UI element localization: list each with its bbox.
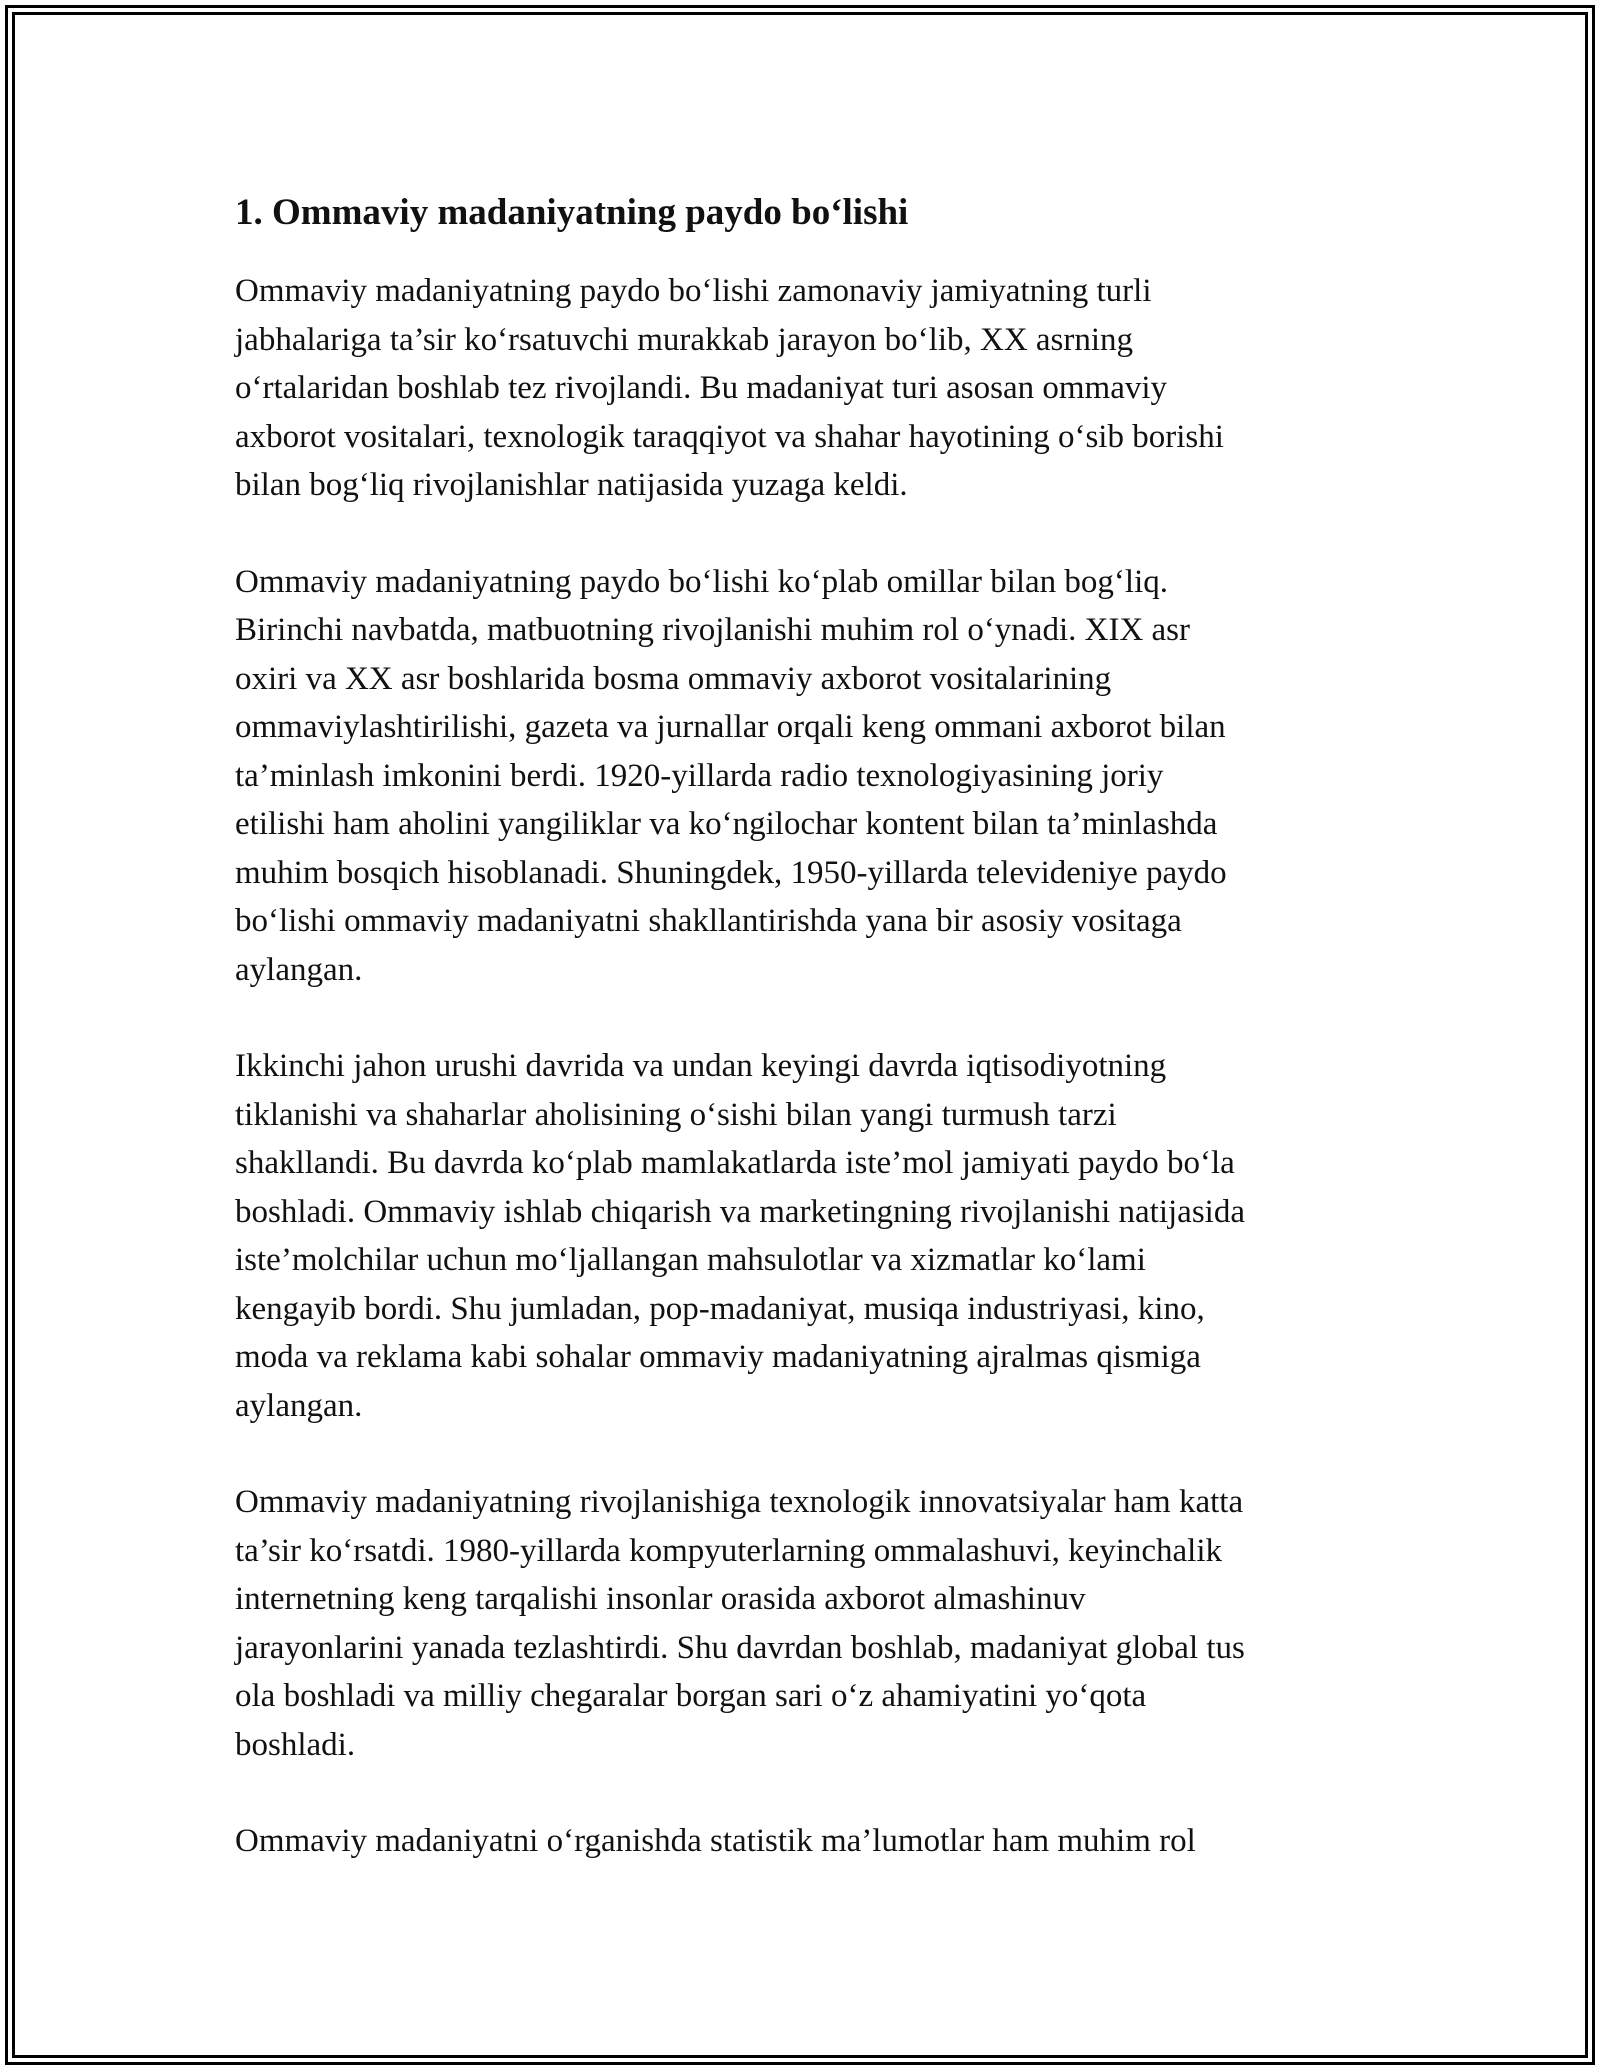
paragraph-4: Ommaviy madaniyatning rivojlanishiga texnologik innovatsiyalar ham katta ta’sir ko‘rsatdi. 1980-yillarda kompyuterlarning ommalashuvi, keyinchalik internetning keng tarqalishi insonlar orasida axborot almashinuv jarayonlarini yanada tezlashtirdi. Shu davrdan boshlab, madaniyat global tus ola boshladi va milliy chegaralar borgan sari o‘z ahamiyatini yo‘qota boshladi. (235, 1484, 1245, 1763)
paragraph-5: Ommaviy madaniyatni o‘rganishda statistik ma’lumotlar ham muhim rol (235, 1823, 1196, 1859)
paragraph-2: Ommaviy madaniyatning paydo bo‘lishi ko‘plab omillar bilan bog‘liq. Birinchi navbatda, matbuotning rivojlanishi muhim rol o‘ynadi. XIX asr oxiri va XX asr boshlarida bosma ommaviy axborot vositalarining ommaviylashtirilishi, gazeta va jurnallar orqali keng ommani axborot bilan ta’minlash imkonini berdi. 1920-yillarda radio texnologiyasining joriy etilishi ham aholini yangiliklar va ko‘ngilochar kontent bilan ta’minlashda muhim bosqich hisoblanadi. Shuningdek, 1950-yillarda televideniye paydo bo‘lishi ommaviy madaniyatni shakllantirishda yana bir asosiy vositaga aylangan. (235, 563, 1227, 988)
section-title: 1. Ommaviy madaniyatning paydo bo‘lishi (235, 192, 909, 233)
document-body (235, 185, 1375, 1914)
paragraph-1: Ommaviy madaniyatning paydo bo‘lishi zamonaviy jamiyatning turli jabhalariga ta’sir ko‘rsatuvchi murakkab jarayon bo‘lib, XX asrning o‘rtalaridan boshlab tez rivojlandi. Bu madaniyat turi asosan ommaviy axborot vositalari, texnologik taraqqiyot va shahar hayotining o‘sib borishi bilan bog‘liq rivojlanishlar natijasida yuzaga keldi. (235, 273, 1224, 503)
paragraph-3: Ikkinchi jahon urushi davrida va undan keyingi davrda iqtisodiyotning tiklanishi va shaharlar aholisining o‘sishi bilan yangi turmush tarzi shakllandi. Bu davrda ko‘plab mamlakatlarda iste’mol jamiyati paydo bo‘la boshladi. Ommaviy ishlab chiqarish va marketingning rivojlanishi natijasida iste’molchilar uchun mo‘ljallangan mahsulotlar va xizmatlar ko‘lami kengayib bordi. Shu jumladan, pop-madaniyat, musiqa industriyasi, kino, moda va reklama kabi sohalar ommaviy madaniyatning ajralmas qismiga aylangan. (235, 1048, 1245, 1424)
